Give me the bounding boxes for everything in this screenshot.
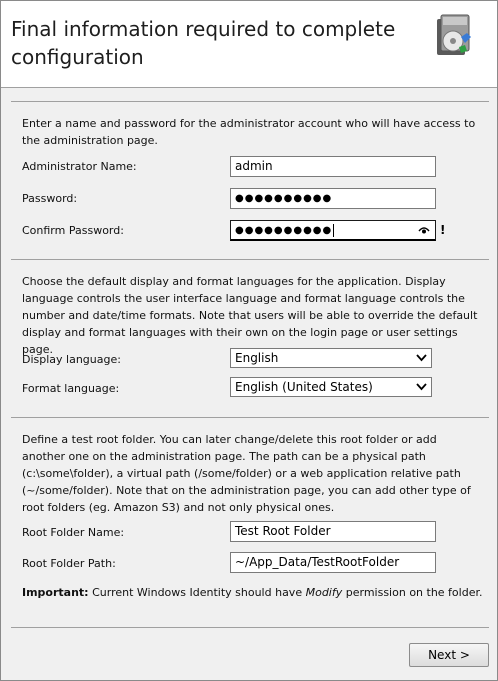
- separator: [11, 627, 489, 628]
- confirm-password-input[interactable]: [230, 220, 436, 241]
- password-label: Password:: [22, 192, 78, 205]
- root-folder-path-input[interactable]: ~/App_Data/TestRootFolder: [230, 552, 436, 573]
- root-folder-name-input[interactable]: Test Root Folder: [230, 521, 436, 542]
- format-language-label: Format language:: [22, 382, 120, 395]
- format-language-select[interactable]: [230, 377, 432, 397]
- chevron-down-icon: [416, 353, 427, 363]
- chevron-down-icon: [416, 382, 427, 392]
- important-note: [22, 586, 482, 600]
- display-language-value: English: [235, 351, 279, 365]
- next-button[interactable]: Next >: [409, 643, 489, 667]
- password-mismatch-indicator: !: [440, 223, 446, 237]
- admin-name-label: Administrator Name:: [22, 160, 137, 173]
- language-description: Choose the default display and format languages for the application. Display language controls the user interface language and format language controls the number and date/time formats. Note that users will be able to override the default display and format languages with their own on the login page or user settings page.: [22, 275, 478, 356]
- display-language-select[interactable]: [230, 348, 432, 368]
- root-folder-name-label: Root Folder Name:: [22, 526, 125, 539]
- confirm-password-value: ●●●●●●●●●●: [235, 225, 333, 236]
- admin-description: Enter a name and password for the administrator account who will have access to the administration page.: [22, 117, 476, 147]
- root-folder-description: Define a test root folder. You can later change/delete this root folder or add another one on the administration page. The path can be a physical path (c:\some\folder), a virtual path (/some/folder) or a web application relative path (~/some/folder). Note that on the administration page, you can add other type of root folders (eg. Amazon S3) and not only physical ones.: [22, 433, 471, 514]
- page-title: Final information required to complete configuration: [11, 17, 396, 69]
- password-input[interactable]: ●●●●●●●●●●: [230, 188, 436, 209]
- important-label: Important:: [22, 586, 89, 599]
- root-folder-path-label: Root Folder Path:: [22, 557, 116, 570]
- important-emphasis: Modify: [305, 586, 343, 599]
- display-language-label: Display language:: [22, 353, 121, 366]
- format-language-value: English (United States): [235, 380, 373, 394]
- admin-name-input[interactable]: admin: [230, 156, 436, 177]
- separator: [11, 101, 489, 102]
- separator: [11, 417, 489, 418]
- separator: [11, 259, 489, 260]
- reveal-password-icon[interactable]: [418, 224, 430, 236]
- important-text-1: Current Windows Identity should have: [88, 586, 306, 599]
- wizard-header: [1, 1, 497, 88]
- confirm-password-label: Confirm Password:: [22, 224, 124, 237]
- important-text-2: permission on the folder.: [342, 586, 483, 599]
- text-caret: [333, 224, 334, 237]
- installer-box-icon: [433, 13, 473, 61]
